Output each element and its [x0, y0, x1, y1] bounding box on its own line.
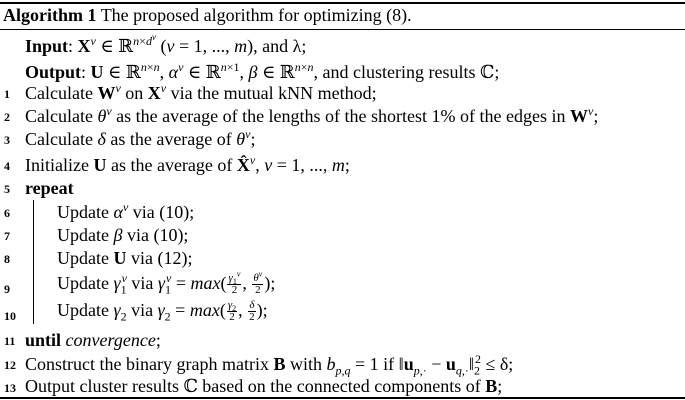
line-number: 12 [4, 358, 16, 372]
repeat-keyword: repeat [25, 178, 74, 198]
step-6: Update $\alpha^v$ via (10); [57, 200, 195, 222]
line-number: 10 [4, 309, 16, 323]
caption-rule [0, 29, 685, 30]
step-2: Calculate $\theta^v$ as the average of the lengths of the shortest 1% of the edges in $W^v$; [25, 104, 599, 126]
step-9: Update $\gamma_1^v$ via $\gamma_1^v = \max$( $\frac{\gamma_1^v}{2}$ , $\frac{\theta^v}{2}$ ); [57, 269, 276, 297]
input-tail: ), and λ; [247, 36, 307, 56]
caption-label: Algorithm 1 [3, 5, 97, 25]
output-label: Output [25, 62, 82, 82]
step-5 [25, 177, 74, 199]
line-number: 3 [4, 133, 10, 147]
caption-text: The proposed algorithm for optimizing (8). [100, 5, 412, 25]
line-number: 5 [4, 182, 10, 196]
line-number: 13 [4, 381, 16, 395]
output-tail: , and clustering results ℂ; [313, 62, 500, 82]
algorithm-caption [3, 4, 412, 26]
step-10: Update $\gamma_2$ via $\gamma_2 = \max$( $\frac{\gamma_2}{2}$ , $\frac{\delta}{2}$ ); [57, 299, 268, 324]
step-12: Construct the binary graph matrix B with $b_{p,q} = 1$ if $‖u_{p,\cdot}$ − $u_{q,\cdot}‖_2^2 \le \delta$; [25, 352, 514, 378]
loop-bracket [33, 200, 34, 324]
input-label: Input [25, 36, 69, 56]
step-1: Calculate $W^v$ on $X^v$ via the mutual kNN method; [25, 81, 377, 103]
output-line: Output: U ∈ ℝ$^{n\times n}$, $\alpha^v$ ∈ ℝ$^{n\times 1}$, β ∈ ℝ$^{n\times n}$, and clustering results ℂ; [25, 60, 500, 82]
bottom-rule [0, 397, 685, 399]
line-number: 9 [4, 282, 10, 296]
line-number: 2 [4, 110, 10, 124]
step-8: Update U via (12); [57, 248, 193, 268]
line-number: 7 [4, 229, 10, 243]
step-4: Initialize U as the average of X̂$^v$, v = 1, ..., m; [25, 153, 350, 175]
step-13: Output cluster results ℂ based on the connected components of B; [25, 376, 503, 396]
line-number: 8 [4, 252, 10, 266]
line-number: 11 [4, 334, 16, 348]
line-number: 4 [4, 159, 10, 173]
line-number: 6 [4, 206, 10, 220]
input-line: Input: $X^v$ ∈ ℝ$^{n\times d^v}$ (v = 1, ..., m), and λ; [25, 32, 307, 56]
step-3: Calculate δ as the average of $\theta^v$; [25, 127, 256, 149]
line-number: 1 [4, 87, 10, 101]
step-7: Update β via (10); [57, 225, 189, 245]
step-11: until convergence; [25, 330, 161, 350]
